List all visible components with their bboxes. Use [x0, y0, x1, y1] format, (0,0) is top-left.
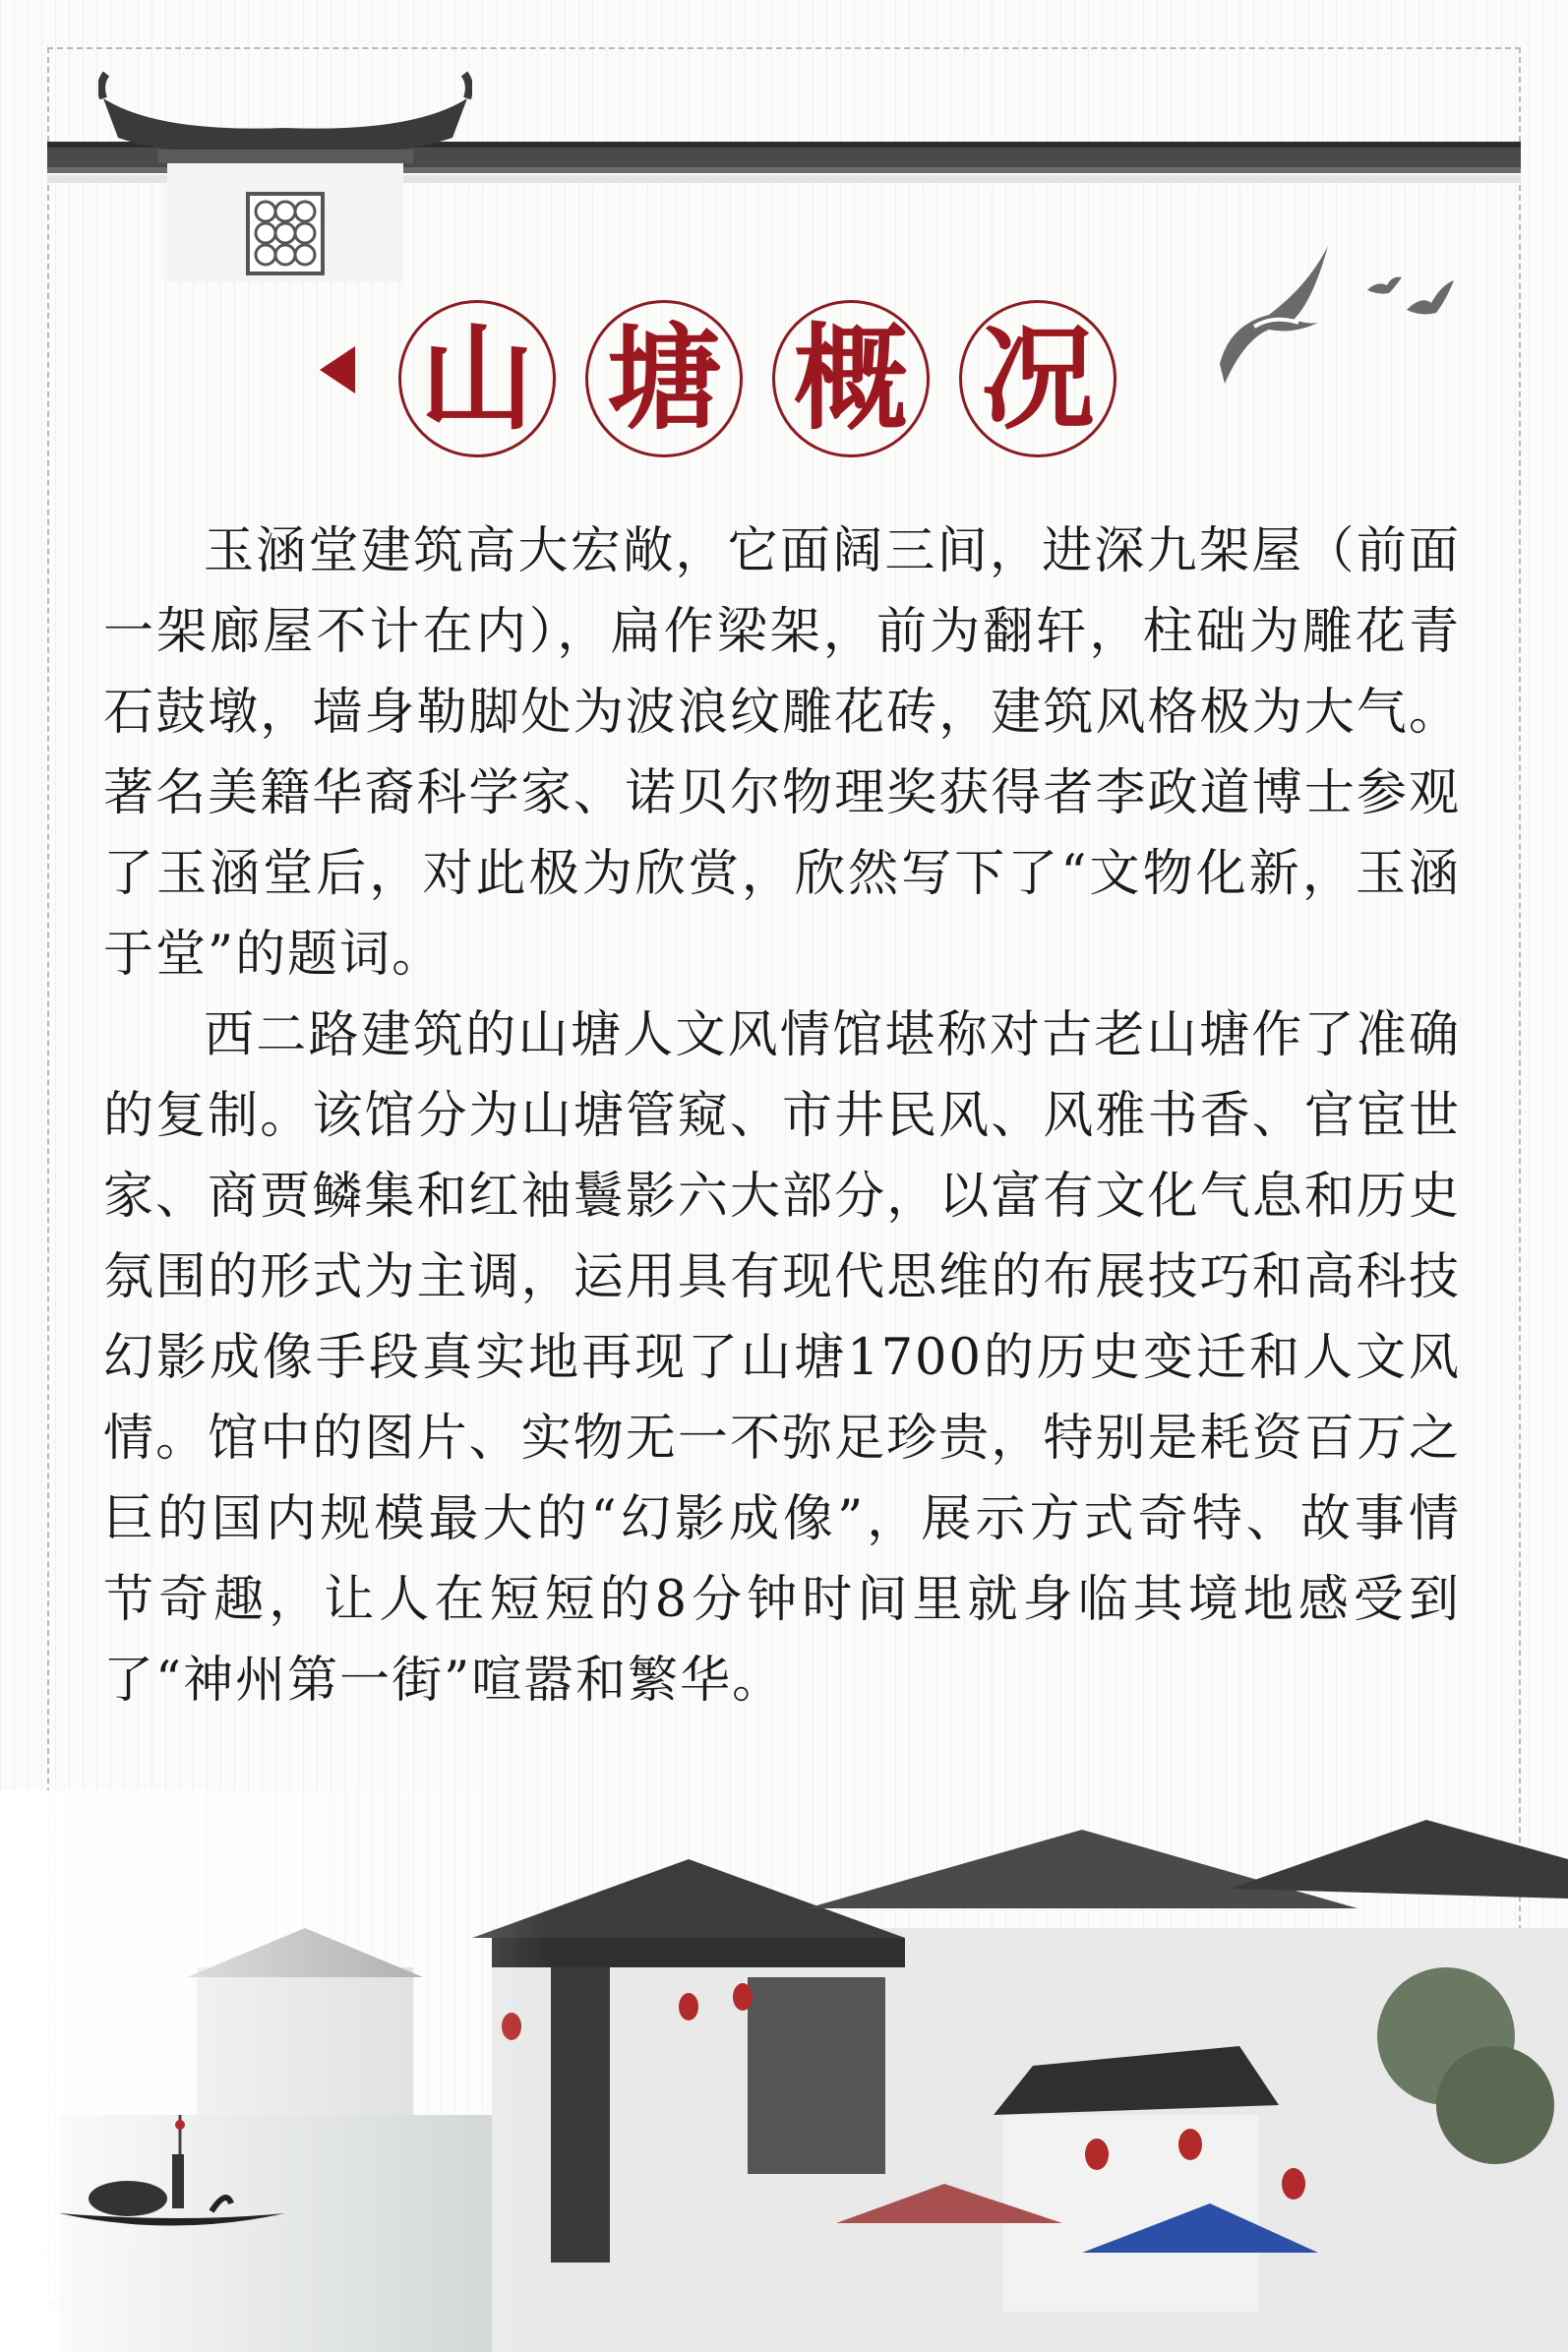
title-char-1: 山 — [398, 300, 556, 457]
title-char-2: 塘 — [585, 300, 743, 457]
lattice-window-icon — [246, 192, 325, 275]
title-arrow-icon — [320, 346, 355, 393]
fishing-boat-icon — [54, 2095, 290, 2253]
title-char-3: 概 — [772, 300, 930, 457]
water-town-scene — [0, 1790, 1568, 2352]
seagull-icon — [1200, 216, 1466, 403]
body-text — [103, 512, 1461, 1721]
paragraph-2: 西二路建筑的山塘人文风情馆堪称对古老山塘作了准确的复制。该馆分为山塘管窥、市井民风、风雅书香、官宦世家、商贾鳞集和红袖鬟影六大部分，以富有文化气息和历史氛围的形式为主调，运用具有现代思维的布展技巧和高科技幻影成像手段真实地再现了山塘1700的历史变迁和人文风情。馆中的图片、实物无一不弥足珍贵，特别是耗资百万之巨的国内规模最大的“幻影成像”，展示方式奇特、故事情节奇趣，让人在短短的8分钟时间里就身临其境地感受到了“神州第一街”喧嚣和繁华。 — [103, 1006, 1461, 1710]
title-char-4: 况 — [959, 300, 1116, 457]
paragraph-1: 玉涵堂建筑高大宏敞，它面阔三间，进深九架屋（前面一架廊屋不计在内），扁作梁架，前为翻轩，柱础为雕花青石鼓墩，墙身勒脚处为波浪纹雕花砖，建筑风格极为大气。著名美籍华裔科学家、诺贝尔物理奖获得者李政道博士参观了玉涵堂后，对此极为欣赏，欣然写下了“文物化新，玉涵于堂”的题词。 — [103, 522, 1461, 984]
